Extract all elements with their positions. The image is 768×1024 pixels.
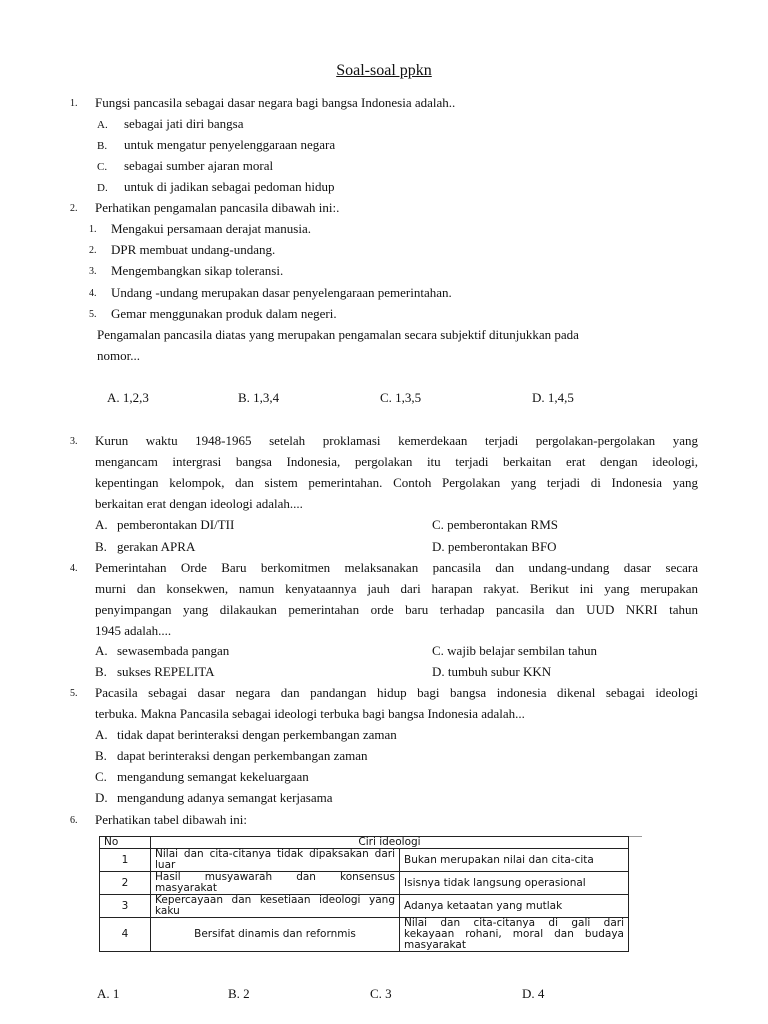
q2-item-3: Mengembangkan sikap toleransi.	[111, 263, 284, 278]
q2-text: Perhatikan pengamalan pancasila dibawah ini:.	[95, 200, 340, 215]
q4-line-2: murni dan konsekwen, namun kenyataannya jauh dari harapan rakyat. Berikut ini yang merupakan	[95, 581, 698, 596]
q5-option-b-letter: B.	[95, 748, 107, 763]
q2-item-4-number: 4.	[89, 288, 97, 299]
table-header-no: No	[100, 837, 151, 849]
q1-number: 1.	[70, 98, 78, 109]
q1-option-a: sebagai jati diri bangsa	[124, 116, 244, 131]
ideology-table	[99, 836, 629, 952]
q2-answer-a: A. 1,2,3	[107, 390, 149, 405]
table-header-ciri: Ciri ideologi	[151, 837, 629, 849]
q2-item-1-number: 1.	[89, 224, 97, 235]
q6-answer-c: C. 3	[370, 986, 392, 1001]
q5-option-c-letter: C.	[95, 769, 107, 784]
q5-option-a-letter: A.	[95, 727, 108, 742]
table-cell-no: 3	[100, 895, 151, 918]
table-cell-no: 4	[100, 918, 151, 952]
q2-prompt-line-1: Pengamalan pancasila diatas yang merupakan pengamalan secara subjektif ditunjukkan pada	[97, 327, 579, 342]
q4-line-3: penyimpangan yang dilakaukan pemerintahan orde baru terhadap pancasila dan UUD NKRI tahun	[95, 602, 698, 617]
q4-option-a: sewasembada pangan	[117, 643, 230, 658]
q2-item-4: Undang -undang merupakan dasar penyelengaraan pemerintahan.	[111, 285, 452, 300]
q4-option-b: sukses REPELITA	[117, 664, 215, 679]
q2-answer-b: B. 1,3,4	[238, 390, 280, 405]
table-cell-b: Isisnya tidak langsung operasional	[400, 872, 629, 895]
q4-option-d: D. tumbuh subur KKN	[432, 664, 552, 679]
q2-item-2: DPR membuat undang-undang.	[111, 242, 276, 257]
q4-line-4: 1945 adalah....	[95, 623, 172, 638]
q2-answer-c: C. 1,3,5	[380, 390, 422, 405]
table-header-row	[100, 837, 629, 849]
table-row	[100, 918, 629, 952]
q5-line-2: terbuka. Makna Pancasila sebagai ideologi terbuka bagi bangsa Indonesia adalah...	[95, 706, 525, 721]
table-cell-no: 1	[100, 849, 151, 872]
table-cell-b: Adanya ketaatan yang mutlak	[400, 895, 629, 918]
table-cell-a: Bersifat dinamis dan refornmis	[151, 918, 400, 952]
q3-line-3: kepentingan kelompok, dan sistem pemerintahan. Contoh Pergolakan yang terjadi di Indonesia yang	[95, 475, 698, 490]
q3-line-1: Kurun waktu 1948-1965 setelah proklamasi kemerdekaan terjadi pergolakan-pergolakan yang	[95, 433, 698, 448]
q4-line-1: Pemerintahan Orde Baru berkomitmen melaksanakan pancasila dan undang-undang dasar secara	[95, 560, 698, 575]
table-cell-a: Nilai dan cita-citanya tidak dipaksakan dari luar	[151, 849, 400, 872]
q1-option-b: untuk mengatur penyelenggaraan negara	[124, 137, 336, 152]
q1-option-c: sebagai sumber ajaran moral	[124, 158, 274, 173]
q4-option-b-letter: B.	[95, 664, 107, 679]
table-row	[100, 872, 629, 895]
q6-number: 6.	[70, 815, 78, 826]
q5-option-d: mengandung adanya semangat kerjasama	[117, 790, 333, 805]
q3-option-b: gerakan APRA	[117, 539, 196, 554]
q2-item-5-number: 5.	[89, 309, 97, 320]
q5-option-d-letter: D.	[95, 790, 108, 805]
table-cell-b: Bukan merupakan nilai dan cita-cita	[400, 849, 629, 872]
q6-answer-a: A. 1	[97, 986, 120, 1001]
q1-option-d-letter: D.	[97, 182, 108, 194]
q1-option-b-letter: B.	[97, 140, 108, 152]
q3-number: 3.	[70, 436, 78, 447]
q1-text: Fungsi pancasila sebagai dasar negara bagi bangsa Indonesia adalah..	[95, 95, 456, 110]
table-cell-a: Kepercayaan dan kesetiaan ideologi yang kaku	[151, 895, 400, 918]
table-cell-b: Nilai dan cita-citanya di gali dari kekayaan rohani, moral dan budaya masyarakat	[400, 918, 629, 952]
q3-option-d: D. pemberontakan BFO	[432, 539, 557, 554]
q5-option-b: dapat berinteraksi dengan perkembangan zaman	[117, 748, 368, 763]
q5-line-1: Pacasila sebagai dasar negara dan pandangan hidup bagi bangsa indonesia dikenal sebagai ideologi	[95, 685, 698, 700]
q1-option-c-letter: C.	[97, 161, 108, 173]
q3-line-2: mengancam intergrasi bangsa Indonesia, pergolakan itu terjadi berkaitan erat dengan ideologi,	[95, 454, 698, 469]
q3-line-4: berkaitan erat dengan ideologi adalah....	[95, 496, 303, 511]
q5-option-a: tidak dapat berinteraksi dengan perkembangan zaman	[117, 727, 397, 742]
q2-item-2-number: 2.	[89, 245, 97, 256]
q1-option-d: untuk di jadikan sebagai pedoman hidup	[124, 179, 335, 194]
table-cell-a: Hasil musyawarah dan konsensus masyarakat	[151, 872, 400, 895]
q6-answer-d: D. 4	[522, 986, 545, 1001]
q1-option-a-letter: A.	[97, 119, 108, 131]
q4-option-a-letter: A.	[95, 643, 108, 658]
q5-option-c: mengandung semangat kekeluargaan	[117, 769, 309, 784]
table-row	[100, 895, 629, 918]
table-row	[100, 849, 629, 872]
q2-answer-d: D. 1,4,5	[532, 390, 574, 405]
q3-option-c: C. pemberontakan RMS	[432, 517, 559, 532]
q3-option-a: pemberontakan DI/TII	[117, 517, 235, 532]
q2-prompt-line-2: nomor...	[97, 348, 140, 363]
q2-number: 2.	[70, 203, 78, 214]
q5-number: 5.	[70, 688, 78, 699]
q4-number: 4.	[70, 563, 78, 574]
q2-item-1: Mengakui persamaan derajat manusia.	[111, 221, 311, 236]
q2-item-3-number: 3.	[89, 266, 97, 277]
q4-option-c: C. wajib belajar sembilan tahun	[432, 643, 597, 658]
page-title: Soal-soal ppkn	[336, 62, 432, 79]
q3-option-b-letter: B.	[95, 539, 107, 554]
q6-answer-b: B. 2	[228, 986, 250, 1001]
q2-item-5: Gemar menggunakan produk dalam negeri.	[111, 306, 337, 321]
table-cell-no: 2	[100, 872, 151, 895]
q6-text: Perhatikan tabel dibawah ini:	[95, 812, 247, 827]
q3-option-a-letter: A.	[95, 517, 108, 532]
